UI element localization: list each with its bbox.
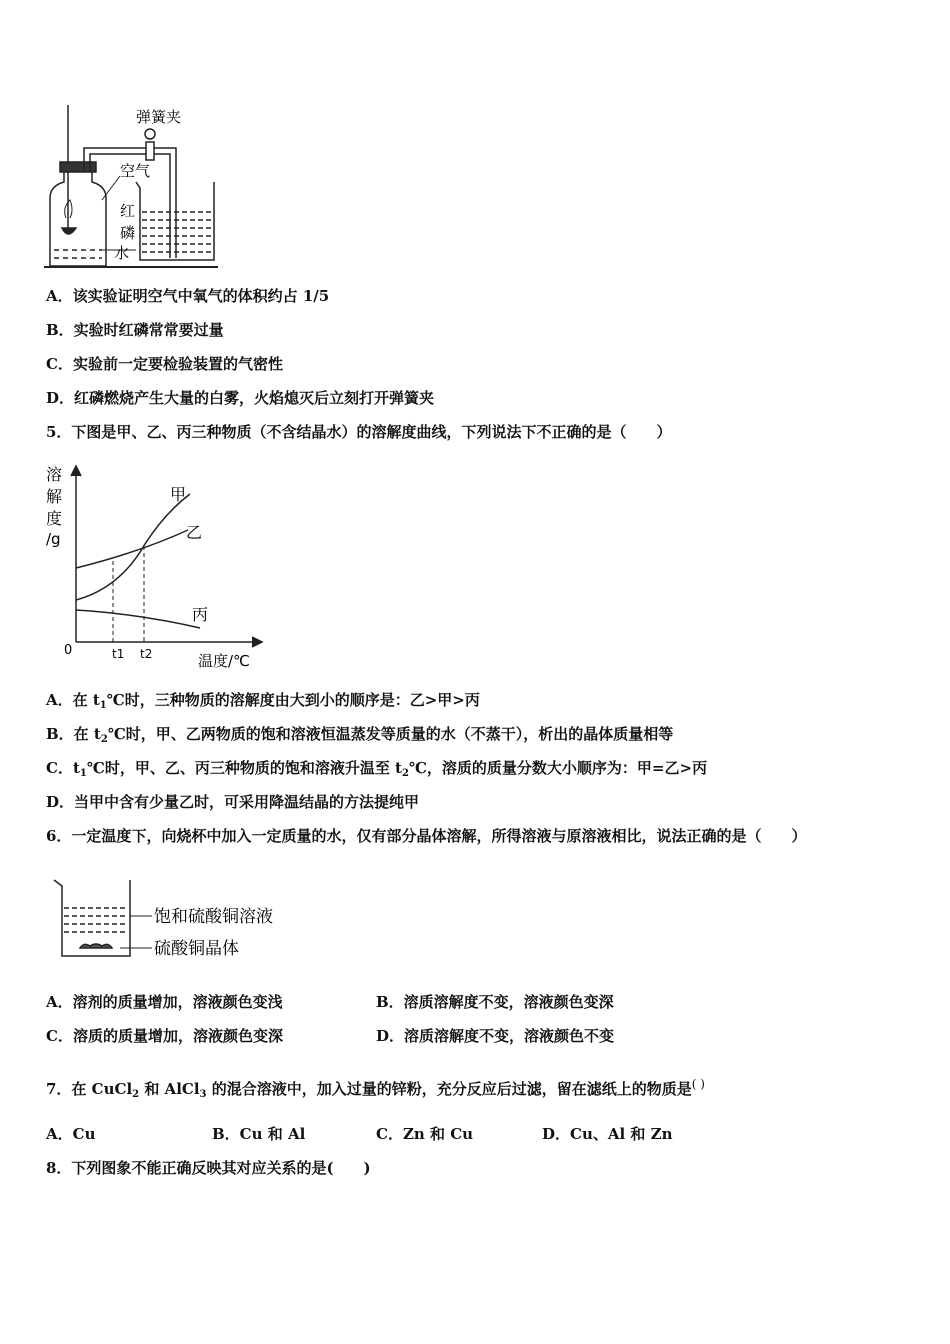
- clip-label: 弹簧夹: [136, 108, 182, 126]
- y-label-1: 溶: [46, 465, 63, 484]
- yi-curve-label: 乙: [186, 523, 203, 542]
- q6-option-a: A．溶剂的质量增加，溶液颜色变浅: [46, 993, 283, 1011]
- phosphorus-label: 磷: [120, 224, 136, 242]
- answer-blank: ( ): [691, 1077, 705, 1091]
- q5-option-b: B．在 $t_2℃$时，甲、乙两物质的饱和溶液恒温蒸发等质量的水（不蒸干），析出的晶体质量相等: [46, 725, 674, 745]
- t1-tick-label: t1: [112, 647, 125, 661]
- q6-option-d: D．溶质溶解度不变，溶液颜色不变: [376, 1027, 615, 1045]
- q7-option-c: C．Zn 和 Cu: [376, 1125, 474, 1143]
- q7-option-d: D．Cu、Al 和 Zn: [542, 1125, 673, 1143]
- apparatus-figure: [40, 100, 230, 270]
- q4-option-b: B．实验时红磷常常要过量: [46, 321, 224, 339]
- q5-option-c: C．$t_1℃$时，甲、乙、丙三种物质的饱和溶液升温至 $t_2℃$，溶质的质量分数大小顺序为：甲=乙>丙: [46, 759, 708, 779]
- q7-option-b: B．Cu 和 Al: [212, 1125, 306, 1143]
- q8-stem: 8．下列图象不能正确反映其对应关系的是( ): [46, 1159, 371, 1177]
- q5-stem: 5．下图是甲、乙、丙三种物质（不含结晶水）的溶解度曲线，下列说法下不正确的是（ ）: [46, 423, 672, 441]
- curve-bing: [76, 610, 200, 628]
- water-label: 水: [114, 244, 130, 262]
- bing-curve-label: 丙: [192, 605, 209, 624]
- x-axis-label: 温度/℃: [198, 652, 250, 670]
- jia-curve-label: 甲: [170, 485, 187, 504]
- q5-option-a: A．在 $t_1℃$时，三种物质的溶解度由大到小的顺序是：乙>甲>丙: [46, 691, 480, 711]
- q4-option-a: A．该实验证明空气中氧气的体积约占 1/5: [46, 287, 330, 305]
- q6-stem: 6．一定温度下，向烧杯中加入一定质量的水，仅有部分晶体溶解，所得溶液与原溶液相比，说法正确的是（ ）: [46, 827, 807, 845]
- red-label: 红: [120, 202, 136, 220]
- q7-stem: 7．在 CuCl$_2$ 和 AlCl$_3$ 的混合溶液中，加入过量的锌粉，充分反应后过滤，留在滤纸上的物质是( ): [46, 1077, 705, 1100]
- q6-option-c: C．溶质的质量增加，溶液颜色变深: [46, 1027, 283, 1045]
- q5-option-d: D．当甲中含有少量乙时，可采用降温结晶的方法提纯甲: [46, 793, 420, 811]
- q4-option-d: D．红磷燃烧产生大量的白雾，火焰熄灭后立刻打开弹簧夹: [46, 389, 435, 407]
- air-label: 空气: [120, 162, 151, 180]
- y-label-4: /g: [46, 530, 61, 548]
- y-label-2: 解: [46, 487, 63, 506]
- q6-option-b: B．溶质溶解度不变，溶液颜色变深: [376, 993, 614, 1011]
- origin-label: 0: [64, 643, 73, 658]
- curve-jia: [76, 494, 190, 600]
- solubility-chart: [40, 458, 270, 672]
- beaker-figure: [50, 872, 290, 966]
- solution-label: 饱和硫酸铜溶液: [154, 907, 273, 927]
- q4-option-c: C．实验前一定要检验装置的气密性: [46, 355, 283, 373]
- t2-tick-label: t2: [140, 647, 153, 661]
- q7-option-a: A．Cu: [46, 1125, 96, 1143]
- y-label-3: 度: [46, 509, 63, 528]
- crystal-label: 硫酸铜晶体: [154, 939, 239, 959]
